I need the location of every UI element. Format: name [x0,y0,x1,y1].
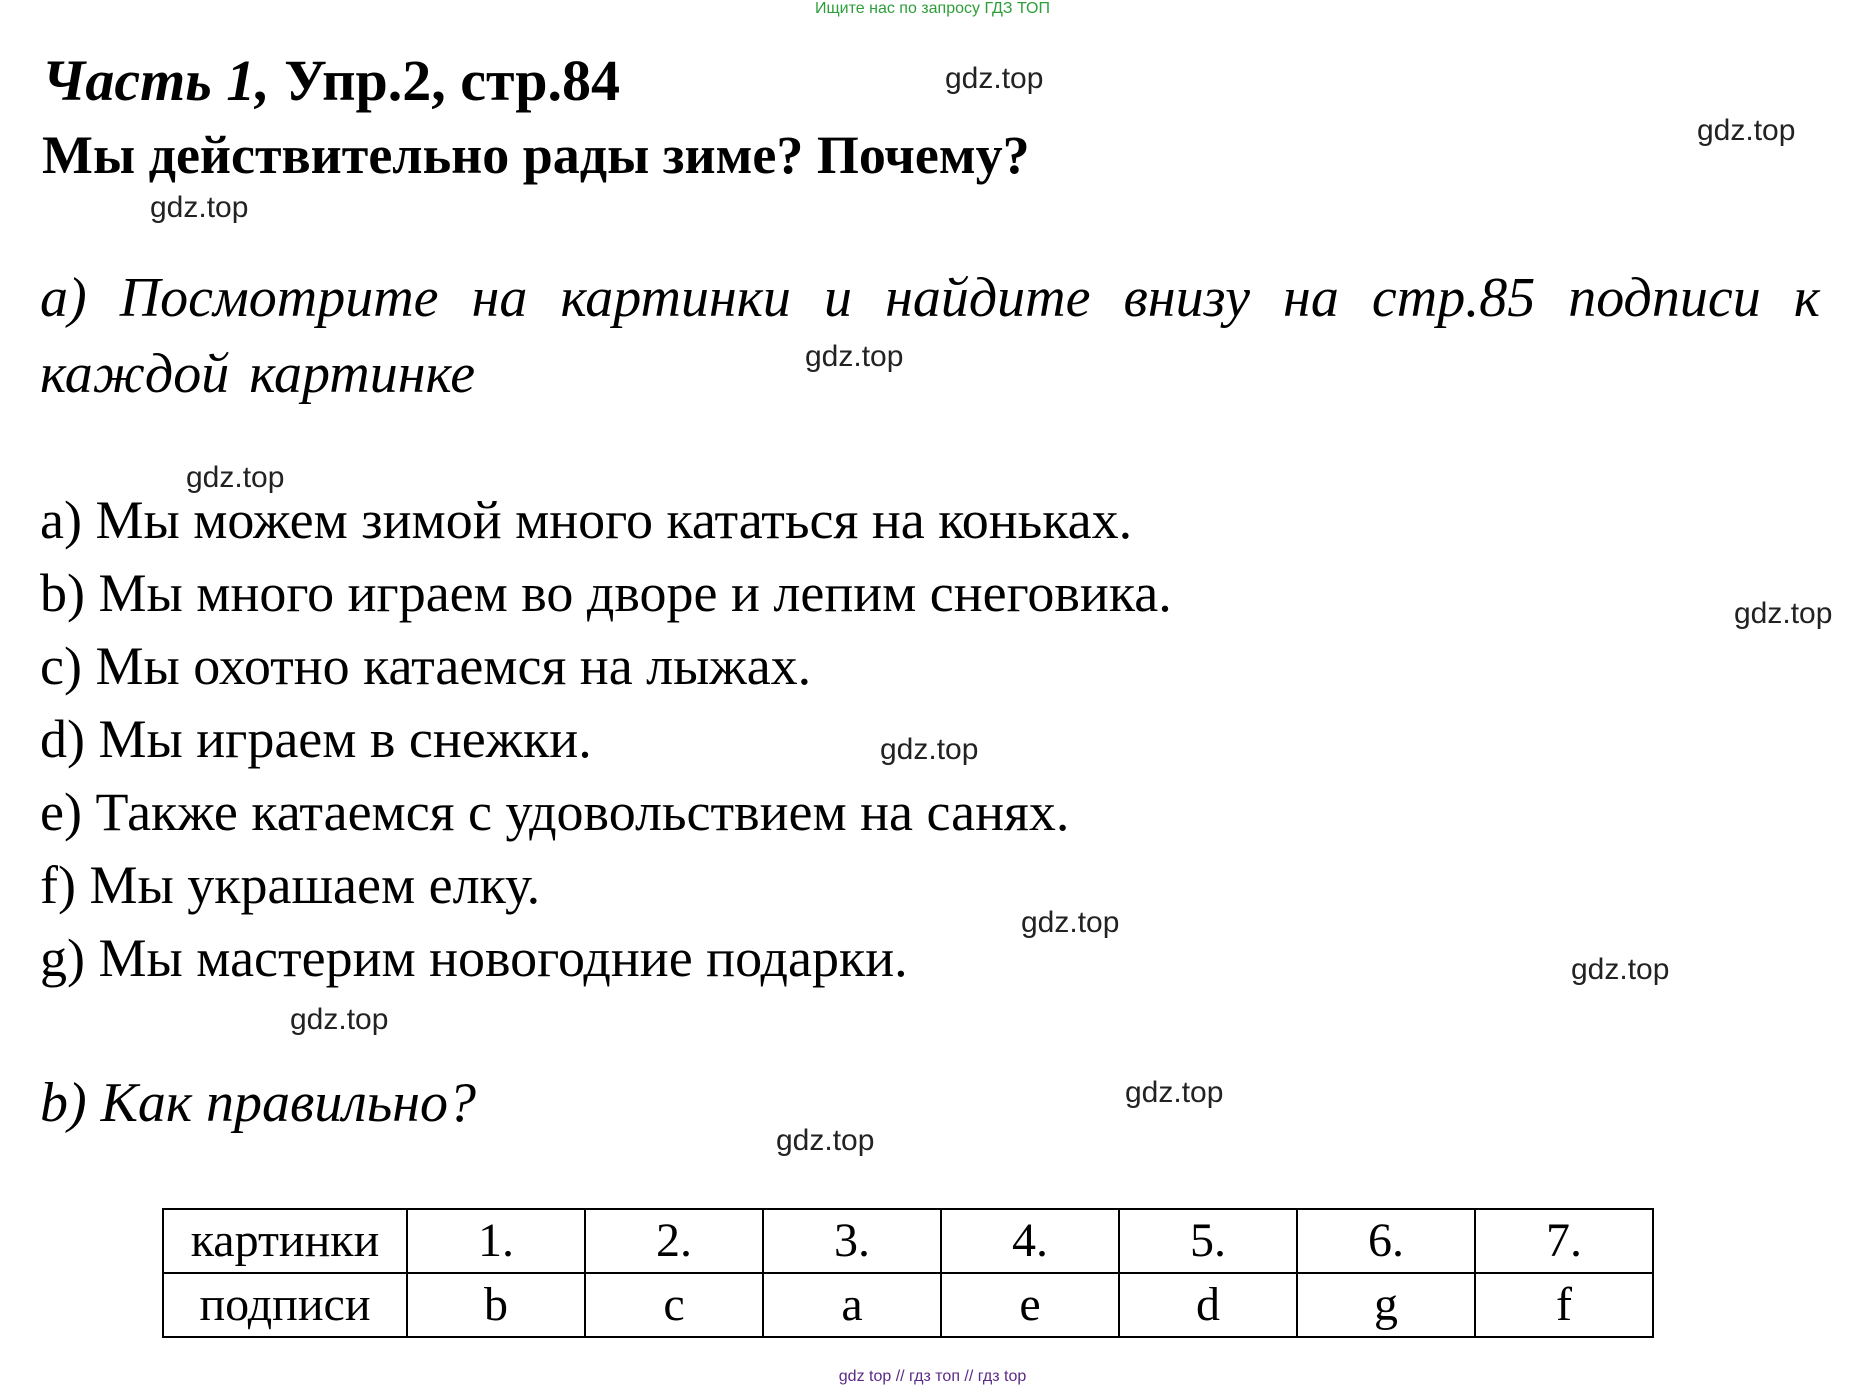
picture-number: 6. [1297,1209,1475,1273]
watermark: gdz.top [1125,1076,1224,1109]
task-a-instruction: а) Посмотрите на картинки и найдите внизу на стр.85 подписи к каждой картинке [40,267,1820,405]
page-title [42,46,620,116]
top-banner: Ищите нас по запросу ГДЗ ТОП [815,0,1050,17]
picture-number: 3. [763,1209,941,1273]
table-row-pictures [163,1209,1653,1273]
caption-letter: f [1475,1273,1653,1337]
exercise-label: Упр.2, стр.84 [269,48,620,113]
picture-number: 7. [1475,1209,1653,1273]
task-b-instruction: b) Как правильно? [40,1072,477,1134]
watermark: gdz.top [805,340,904,373]
footer: gdz top // гдз топ // гдз top [838,1368,1027,1385]
watermark: gdz.top [880,733,979,766]
watermark: gdz.top [945,62,1044,95]
caption-letter: g [1297,1273,1475,1337]
picture-number: 4. [941,1209,1119,1273]
page-subtitle: Мы действительно рады зиме? Почему? [42,125,1030,185]
caption-letter: c [585,1273,763,1337]
answer-table [162,1208,1654,1338]
watermark: gdz.top [1571,953,1670,986]
watermark: gdz.top [776,1124,875,1157]
answer-list [40,484,1172,995]
answer-item-d: d) Мы играем в снежки. [40,709,592,769]
answer-item-f: f) Мы украшаем елку. [40,855,541,915]
watermark: gdz.top [186,461,285,494]
part-label: Часть 1, [42,48,270,113]
picture-number: 2. [585,1209,763,1273]
answer-item-c: c) Мы охотно катаемся на лыжах. [40,636,812,696]
watermark: gdz.top [1697,114,1796,147]
answer-item-a: a) Мы можем зимой много кататься на коньках. [40,490,1133,550]
watermark: gdz.top [290,1003,389,1036]
row-label-pictures: картинки [163,1209,407,1273]
answer-item-e: e) Также катаемся с удовольствием на санях. [40,782,1070,842]
caption-letter: a [763,1273,941,1337]
caption-letter: b [407,1273,585,1337]
row-label-captions: подписи [163,1273,407,1337]
answer-item-b: b) Мы много играем во дворе и лепим снеговика. [40,563,1172,623]
answer-item-g: g) Мы мастерим новогодние подарки. [40,928,908,988]
caption-letter: e [941,1273,1119,1337]
watermark: gdz.top [150,191,249,224]
picture-number: 5. [1119,1209,1297,1273]
watermark: gdz.top [1734,597,1833,630]
caption-letter: d [1119,1273,1297,1337]
table-row-captions [163,1273,1653,1337]
picture-number: 1. [407,1209,585,1273]
watermark: gdz.top [1021,906,1120,939]
